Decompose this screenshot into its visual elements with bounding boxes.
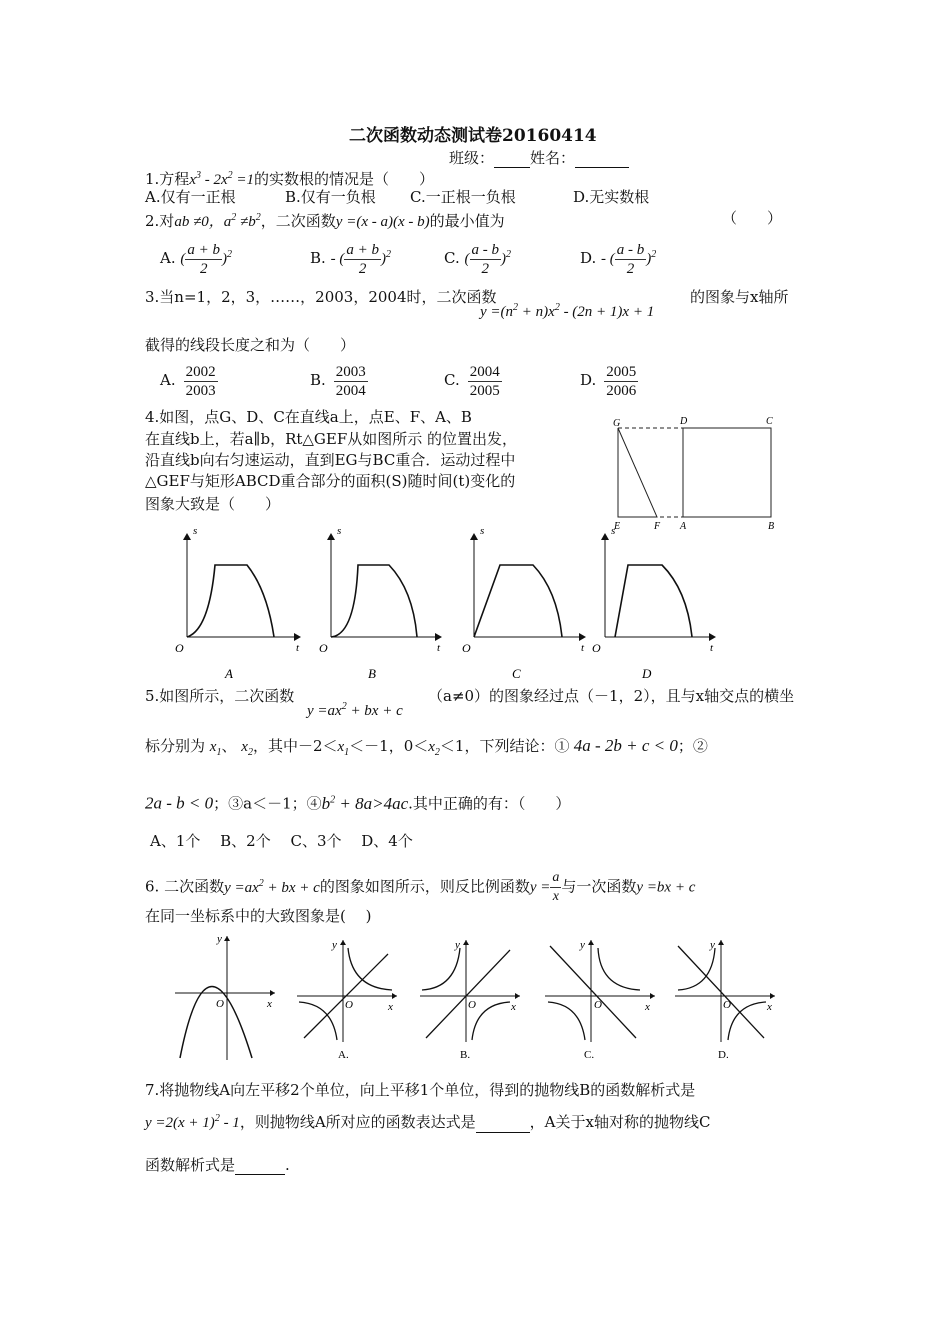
q3-option-b[interactable] xyxy=(310,360,368,400)
q6-a-x: x xyxy=(388,1001,393,1013)
q7-line-1: 7.将抛物线A向左平移2个单位，向上平移1个单位，得到的抛物线B的函数解析式是 xyxy=(145,1081,696,1099)
q4-graph-d-label: D xyxy=(642,666,652,681)
q4-graph-d-t: t xyxy=(710,642,714,654)
q3-option-a-label: A. xyxy=(160,371,176,389)
class-blank[interactable] xyxy=(494,151,530,168)
q6-b-origin: O xyxy=(468,999,476,1011)
q6-line-2: 在同一坐标系中的大致图象是( ) xyxy=(145,907,372,925)
q4-graph-b-s: s xyxy=(337,525,342,537)
q2-option-d-label: D. xyxy=(580,249,597,267)
q2-option-c-label: C. xyxy=(444,249,460,267)
q7-blank-2[interactable] xyxy=(235,1158,285,1175)
q5-line2-mid3: ＜－1，0＜ xyxy=(349,737,429,755)
q3-option-c[interactable] xyxy=(444,360,502,400)
q5-line3-mid: ；③a＜－1；④ xyxy=(213,794,322,813)
q4-graph-d[interactable] xyxy=(592,525,715,681)
q6-option-d-graph[interactable] xyxy=(675,939,775,1061)
q3-option-b-num: 2003 xyxy=(335,363,366,380)
q6-b-x: x xyxy=(511,1001,516,1013)
q6-parabola-origin: O xyxy=(216,998,224,1010)
q7-line2-end: ，A关于x轴对称的抛物线C xyxy=(529,1113,711,1131)
q6-c-origin: O xyxy=(594,999,602,1011)
q6-b-label: B. xyxy=(460,1049,471,1061)
q6-stem-pre: 6. 二次函数 xyxy=(145,877,225,896)
q5-line2-mid2: ，其中－2＜ xyxy=(252,737,338,755)
q6-a-y: y xyxy=(332,939,337,951)
q4-graph-b-origin: O xyxy=(319,641,328,655)
q4-graph-a-origin: O xyxy=(175,641,184,655)
q3-option-d-label: D. xyxy=(580,371,597,389)
q7-line-3 xyxy=(145,1155,290,1175)
q3-option-d-num: 2005 xyxy=(606,363,637,380)
q4-graph-b-t: t xyxy=(437,642,441,654)
q3-stem-line2: 截得的线段长度之和为（ ） xyxy=(145,336,356,354)
q3-option-c-label: C. xyxy=(444,371,460,389)
q4-geometry-figure xyxy=(610,412,790,537)
rectangle-abcd xyxy=(683,428,771,517)
q5-line-2: 标分别为 $x_1$、 $x_2$，其中$-2<x_1<-1$，$0<x_2<1$，下列结论：① 4a - 2b + c < 0；② xyxy=(145,736,708,758)
q4-graph-a[interactable] xyxy=(175,525,300,681)
name-blank[interactable] xyxy=(575,151,629,168)
q4-graph-a-label: A xyxy=(225,666,233,681)
q5-line2-pre: 标分别为 xyxy=(145,737,206,755)
q4-graph-b[interactable] xyxy=(319,525,441,681)
q2-stem-post: 的最小值为 xyxy=(429,212,505,230)
q6-option-a-graph[interactable] xyxy=(297,939,397,1061)
q5-stem-post: （a≠0）的图象经过点（－1，2），且与x轴交点的横坐 xyxy=(428,687,795,705)
q1-stem-pre: 1.方程 xyxy=(145,170,190,188)
q4-graph-a-s: s xyxy=(193,525,198,537)
q6-c-label: C. xyxy=(584,1049,595,1061)
q3-option-b-label: B. xyxy=(310,371,326,389)
q3-function: $y =(n^2 + n)x^2 - (2n + 1)x + 1$ xyxy=(480,302,655,320)
q4-graph-d-origin: O xyxy=(592,641,601,655)
q6-stem-mid2: 与一次函数 xyxy=(561,877,637,896)
q7-blank-1[interactable] xyxy=(476,1116,530,1133)
q6-c-x: x xyxy=(645,1001,650,1013)
q6-stem: 6. 二次函数$y =ax^2$ + bx + c的图象如图所示，则反比例函数y = $\frac{a}{x}$ 与一次函数y =bx + c xyxy=(145,870,696,904)
q5-stem-pre: 5.如图所示，二次函数 xyxy=(145,687,295,705)
q3-option-c-den: 2005 xyxy=(469,382,500,399)
q1-option-a[interactable]: A.仅有一正根 xyxy=(145,188,236,206)
q4-graph-c-t: t xyxy=(581,642,585,654)
q7-line3-text: 函数解析式是 xyxy=(145,1156,236,1174)
q5-line2-end: ；② xyxy=(677,737,708,755)
q2-option-a-label: A. xyxy=(160,249,176,267)
q6-c-y: y xyxy=(580,939,585,951)
q6-d-x: x xyxy=(767,1001,772,1013)
label-d: D xyxy=(680,416,688,427)
q1-stem-post: 的实数根的情况是（ ） xyxy=(254,170,435,188)
q2-stem-pre: 2.对 xyxy=(145,212,175,230)
q4-answer-graphs xyxy=(165,520,735,685)
q6-given-parabola-graph xyxy=(175,933,275,1060)
q6-stem-mid: 的图象如图所示，则反比例函数 xyxy=(319,877,530,896)
q6-option-b-graph[interactable] xyxy=(420,939,520,1061)
q6-d-y: y xyxy=(710,939,715,951)
q4-line-3: 沿直线b向右匀速运动，直到EG与BC重合．运动过程中 xyxy=(145,451,516,469)
student-info xyxy=(449,148,629,168)
q2-bracket: （ ） xyxy=(722,209,783,227)
q3-option-c-num: 2004 xyxy=(469,363,500,380)
q4-graph-c-s: s xyxy=(480,525,485,537)
q7-line3-end: . xyxy=(285,1156,290,1174)
triangle-gef xyxy=(618,428,657,517)
name-label: 姓名： xyxy=(530,149,576,167)
question-2-stem xyxy=(145,208,505,232)
q3-option-a-num: 2002 xyxy=(185,363,216,380)
q7-line-2: $y =2(x + 1)^2 - 1$，则抛物线A所对应的函数表达式是 ，A关于x轴对称的抛物线C xyxy=(145,1113,711,1131)
q3-option-d[interactable] xyxy=(580,360,638,400)
q2-function: y =(x - a)(x - b) xyxy=(335,214,430,230)
q5-line-3: 2a - b < 0；③a＜－1；$④b^2 + 8a>4ac$.其中正确的有：（ ） xyxy=(145,793,571,813)
q5-line2-mid1: 、 xyxy=(221,737,237,755)
q6-parabola-y: y xyxy=(217,933,222,945)
q2-option-d[interactable]: D. - ( $\frac{a - b}{2}$ )$^2$ xyxy=(580,241,657,277)
q2-option-b[interactable]: B. - ( $\frac{a + b}{2}$ )$^2$ xyxy=(310,241,391,277)
q6-a-label: A. xyxy=(338,1049,349,1061)
q1-option-c[interactable]: C.一正根一负根 xyxy=(410,188,516,206)
q2-option-a[interactable]: A. ( $\frac{a + b}{2}$ )$^2$ xyxy=(160,241,233,277)
q1-option-b[interactable]: B.仅有一负根 xyxy=(285,188,376,206)
q3-option-b-den: 2004 xyxy=(335,382,366,399)
q3-stem-post: 的图象与x轴所 xyxy=(690,288,789,306)
q6-parabola-x: x xyxy=(267,998,272,1010)
q4-graph-c-label: C xyxy=(512,666,521,681)
q4-graph-d-s: s xyxy=(611,525,616,537)
q3-option-a[interactable] xyxy=(160,360,218,400)
q6-b-y: y xyxy=(455,939,460,951)
q2-stem-mid: ，二次函数 xyxy=(260,212,336,230)
q6-a-origin: O xyxy=(345,999,353,1011)
class-label: 班级： xyxy=(449,149,495,167)
q6-figures xyxy=(170,930,790,1065)
q2-option-b-label: B. xyxy=(310,249,326,267)
q3-option-d-den: 2006 xyxy=(606,382,637,399)
page-title: 二次函数动态测试卷20160414 xyxy=(349,126,597,146)
q5-line3-end: .其中正确的有：（ ） xyxy=(408,794,571,813)
q6-option-c-graph[interactable] xyxy=(545,939,655,1061)
q1-option-d[interactable]: D.无实数根 xyxy=(573,188,650,206)
q2-condition: ab ≠0，$a^2 \ne b^2$ xyxy=(174,212,261,230)
q5-line2-mid4: ＜1，下列结论：① xyxy=(439,737,570,755)
q6-d-label: D. xyxy=(718,1049,729,1061)
label-a: A xyxy=(680,521,687,532)
q2-option-c[interactable]: C. ( $\frac{a - b}{2}$ )$^2$ xyxy=(444,241,511,277)
q4-line-2: 在直线b上，若a∥b，Rt△GEF从如图所示 的位置出发， xyxy=(145,430,518,448)
label-f: F xyxy=(654,521,661,532)
label-e: E xyxy=(614,521,621,532)
q4-line-5: 图象大致是（ ） xyxy=(145,495,281,513)
q5-function: $y =ax^2$ + bx + c xyxy=(307,701,403,719)
q4-line-4: △GEF与矩形ABCD重合部分的面积(S)随时间(t)变化的 xyxy=(145,472,516,490)
label-g: G xyxy=(613,418,621,429)
q4-graph-c[interactable] xyxy=(462,525,585,681)
q4-line-1: 4.如图，点G、D、C在直线a上，点E、F、A、B xyxy=(145,408,472,426)
q1-equation: $x^3 - 2x^2 =1$ xyxy=(189,170,255,188)
question-3-stem: 3.当n=1，2，3，……，2003，2004时，二次函数 xyxy=(145,288,497,306)
q4-graph-c-origin: O xyxy=(462,641,471,655)
label-c: C xyxy=(766,416,773,427)
q4-graph-b-label: B xyxy=(368,666,376,681)
q4-graph-a-t: t xyxy=(296,642,300,654)
q7-line2-post: ，则抛物线A所对应的函数表达式是 xyxy=(239,1113,476,1131)
q3-option-a-den: 2003 xyxy=(185,382,216,399)
q6-d-origin: O xyxy=(723,999,731,1011)
q5-options[interactable]: A、1个 B、2个 C、3个 D、4个 xyxy=(150,832,413,850)
label-b: B xyxy=(768,521,775,532)
